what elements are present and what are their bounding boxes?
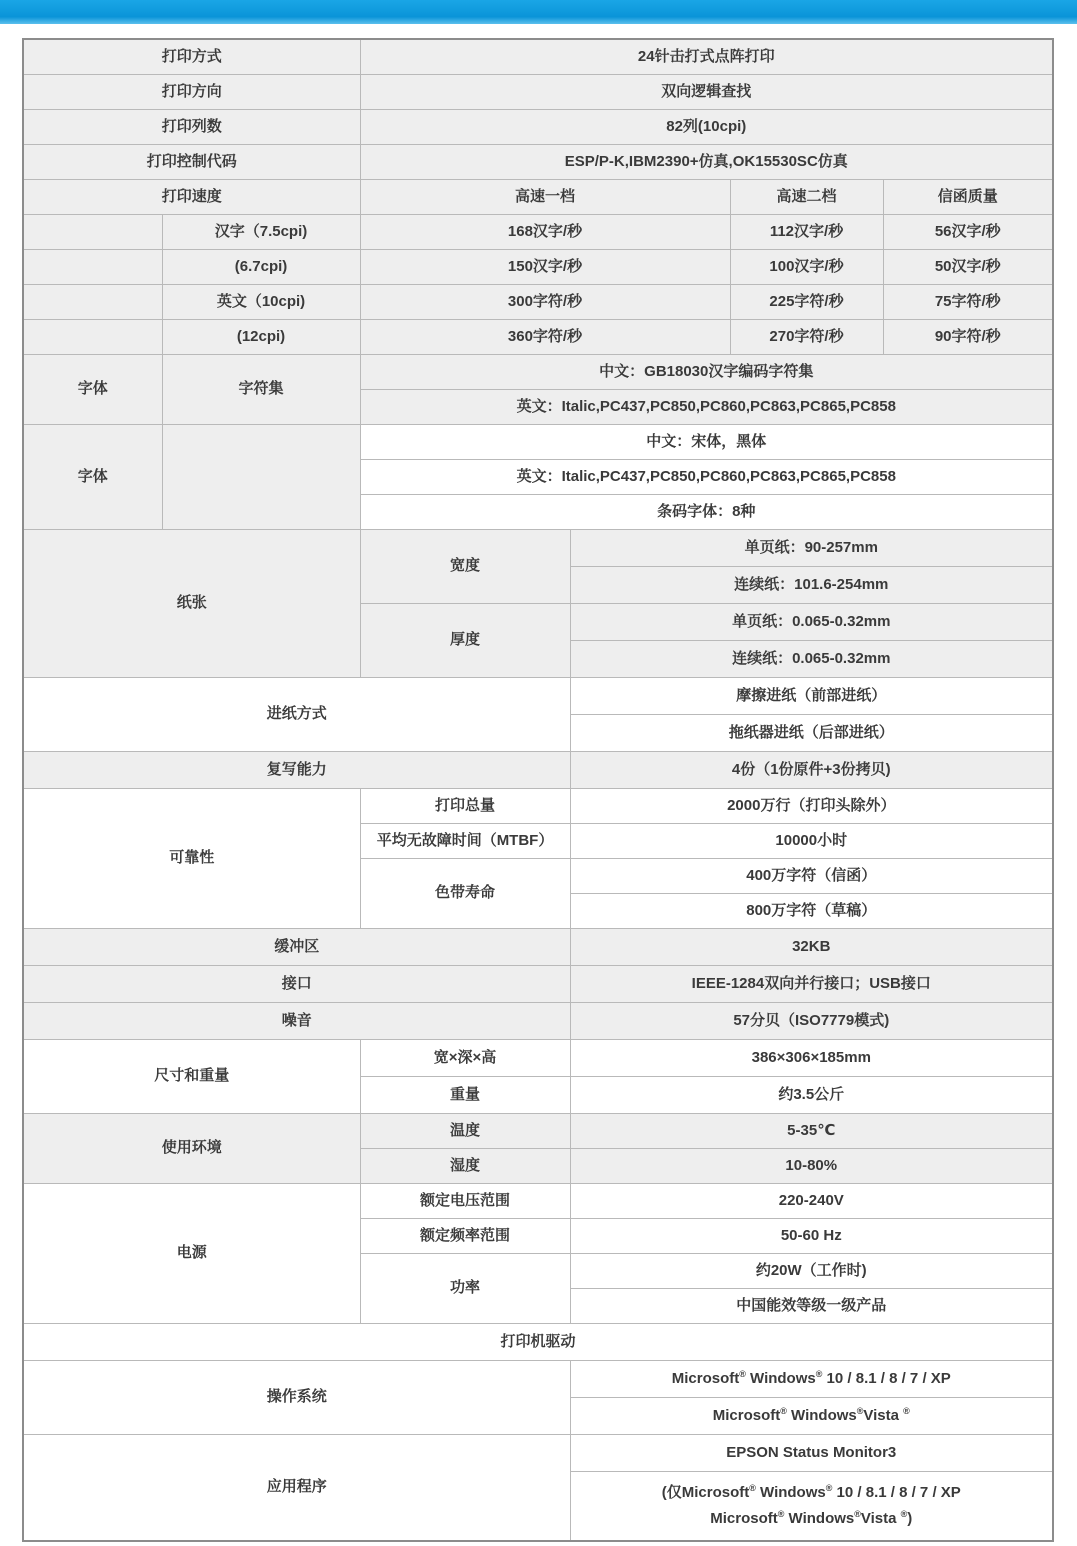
spec-value: Microsoft® Windows®Vista ® [570, 1397, 1053, 1434]
spec-sublabel: 温度 [360, 1113, 570, 1148]
row-control-code [23, 144, 1053, 179]
spec-value: 800万字符（草稿） [570, 893, 1053, 928]
speed-value: 168汉字/秒 [360, 214, 730, 249]
spec-label: 打印列数 [23, 109, 360, 144]
row-paper [23, 529, 1053, 566]
speed-value: 225字符/秒 [730, 284, 883, 319]
speed-value: 270字符/秒 [730, 319, 883, 354]
spec-value: 10-80% [570, 1148, 1053, 1183]
spec-table [22, 38, 1054, 1542]
row-speed [23, 214, 1053, 249]
row-speed [23, 284, 1053, 319]
spec-label: 字体 [23, 424, 162, 529]
spec-value: 约3.5公斤 [570, 1076, 1053, 1113]
spec-value: EPSON Status Monitor3 [570, 1434, 1053, 1471]
spec-value: 中国能效等级一级产品 [570, 1288, 1053, 1323]
row-noise [23, 1002, 1053, 1039]
spec-value: 拖纸器进纸（后部进纸） [570, 714, 1053, 751]
spec-value: (仅Microsoft® Windows® 10 / 8.1 / 8 / 7 / XP Microsoft® Windows®Vista ®) [570, 1471, 1053, 1541]
spec-sublabel: 平均无故障时间（MTBF） [360, 823, 570, 858]
row-environment [23, 1113, 1053, 1148]
spec-label: 可靠性 [23, 788, 360, 928]
speed-value: 90字符/秒 [883, 319, 1053, 354]
speed-value: 112汉字/秒 [730, 214, 883, 249]
speed-mode: 汉字（7.5cpi) [162, 214, 360, 249]
spec-value: 32KB [570, 928, 1053, 965]
row-feed [23, 677, 1053, 714]
spec-sublabel: 打印总量 [360, 788, 570, 823]
speed-mode: (12cpi) [162, 319, 360, 354]
row-driver [23, 1323, 1053, 1360]
row-power [23, 1183, 1053, 1218]
spec-value: 50-60 Hz [570, 1218, 1053, 1253]
spec-value: 单页纸：0.065-0.32mm [570, 603, 1053, 640]
spec-value: 摩擦进纸（前部进纸） [570, 677, 1053, 714]
spec-sublabel: 厚度 [360, 603, 570, 677]
row-speed [23, 249, 1053, 284]
spec-label: 纸张 [23, 529, 360, 677]
speed-value: 150汉字/秒 [360, 249, 730, 284]
spec-label: 打印方式 [23, 39, 360, 74]
speed-value: 360字符/秒 [360, 319, 730, 354]
spec-sublabel: 额定频率范围 [360, 1218, 570, 1253]
spec-label: 接口 [23, 965, 570, 1002]
spec-label: 打印控制代码 [23, 144, 360, 179]
spec-sublabel: 功率 [360, 1253, 570, 1323]
speed-mode: (6.7cpi) [162, 249, 360, 284]
speed-value: 50汉字/秒 [883, 249, 1053, 284]
spec-value: 英文：Italic,PC437,PC850,PC860,PC863,PC865,PC858 [360, 459, 1053, 494]
speed-col-header: 高速一档 [360, 179, 730, 214]
spec-value: 约20W（工作时) [570, 1253, 1053, 1288]
row-print-direction [23, 74, 1053, 109]
spec-value: 条码字体：8种 [360, 494, 1053, 529]
spec-value: 10000小时 [570, 823, 1053, 858]
spec-sublabel: 宽度 [360, 529, 570, 603]
spec-value: 双向逻辑查找 [360, 74, 1053, 109]
row-buffer [23, 928, 1053, 965]
spec-label: 操作系统 [23, 1360, 570, 1434]
spec-value: 2000万行（打印头除外） [570, 788, 1053, 823]
spec-value: 4份（1份原件+3份拷贝) [570, 751, 1053, 788]
spec-value: 单页纸：90-257mm [570, 529, 1053, 566]
row-os [23, 1360, 1053, 1397]
row-apps [23, 1434, 1053, 1471]
spec-label: 使用环境 [23, 1113, 360, 1183]
spec-value: 英文：Italic,PC437,PC850,PC860,PC863,PC865,PC858 [360, 389, 1053, 424]
speed-value: 56汉字/秒 [883, 214, 1053, 249]
empty-cell [23, 284, 162, 319]
spec-value: 400万字符（信函） [570, 858, 1053, 893]
row-speed [23, 319, 1053, 354]
spec-sublabel: 色带寿命 [360, 858, 570, 928]
spec-label: 应用程序 [23, 1434, 570, 1541]
speed-mode: 英文（10cpi) [162, 284, 360, 319]
row-font-charset [23, 354, 1053, 389]
empty-cell [23, 319, 162, 354]
row-print-columns [23, 109, 1053, 144]
row-size-weight [23, 1039, 1053, 1076]
spec-sublabel: 宽×深×高 [360, 1039, 570, 1076]
spec-label: 打印速度 [23, 179, 360, 214]
spec-value: 220-240V [570, 1183, 1053, 1218]
spec-sublabel: 湿度 [360, 1148, 570, 1183]
speed-value: 75字符/秒 [883, 284, 1053, 319]
row-reliability [23, 788, 1053, 823]
spec-label: 尺寸和重量 [23, 1039, 360, 1113]
spec-label: 缓冲区 [23, 928, 570, 965]
spec-sublabel: 重量 [360, 1076, 570, 1113]
spec-value: 中文：宋体，黑体 [360, 424, 1053, 459]
spec-label: 噪音 [23, 1002, 570, 1039]
spec-value: 57分贝（ISO7779模式) [570, 1002, 1053, 1039]
spec-sublabel: 字符集 [162, 354, 360, 424]
section-header: 打印机驱动 [23, 1323, 1053, 1360]
spec-label: 打印方向 [23, 74, 360, 109]
row-font-types [23, 424, 1053, 459]
spec-sublabel: 额定电压范围 [360, 1183, 570, 1218]
spec-value: 24针击打式点阵打印 [360, 39, 1053, 74]
spec-value: 5-35℃ [570, 1113, 1053, 1148]
spec-value: 386×306×185mm [570, 1039, 1053, 1076]
header-bar [0, 0, 1077, 24]
empty-cell [162, 424, 360, 529]
spec-value: 连续纸：0.065-0.32mm [570, 640, 1053, 677]
spec-label: 进纸方式 [23, 677, 570, 751]
speed-value: 100汉字/秒 [730, 249, 883, 284]
speed-value: 300字符/秒 [360, 284, 730, 319]
spec-value: ESP/P-K,IBM2390+仿真,OK15530SC仿真 [360, 144, 1053, 179]
speed-col-header: 信函质量 [883, 179, 1053, 214]
spec-value: 82列(10cpi) [360, 109, 1053, 144]
spec-value: 连续纸：101.6-254mm [570, 566, 1053, 603]
row-interface [23, 965, 1053, 1002]
spec-value: Microsoft® Windows® 10 / 8.1 / 8 / 7 / XP [570, 1360, 1053, 1397]
spec-label: 电源 [23, 1183, 360, 1323]
spec-value: IEEE-1284双向并行接口；USB接口 [570, 965, 1053, 1002]
speed-col-header: 高速二档 [730, 179, 883, 214]
row-speed-header [23, 179, 1053, 214]
spec-label: 字体 [23, 354, 162, 424]
empty-cell [23, 214, 162, 249]
row-print-method [23, 39, 1053, 74]
spec-value: 中文：GB18030汉字编码字符集 [360, 354, 1053, 389]
row-copy [23, 751, 1053, 788]
spec-label: 复写能力 [23, 751, 570, 788]
empty-cell [23, 249, 162, 284]
